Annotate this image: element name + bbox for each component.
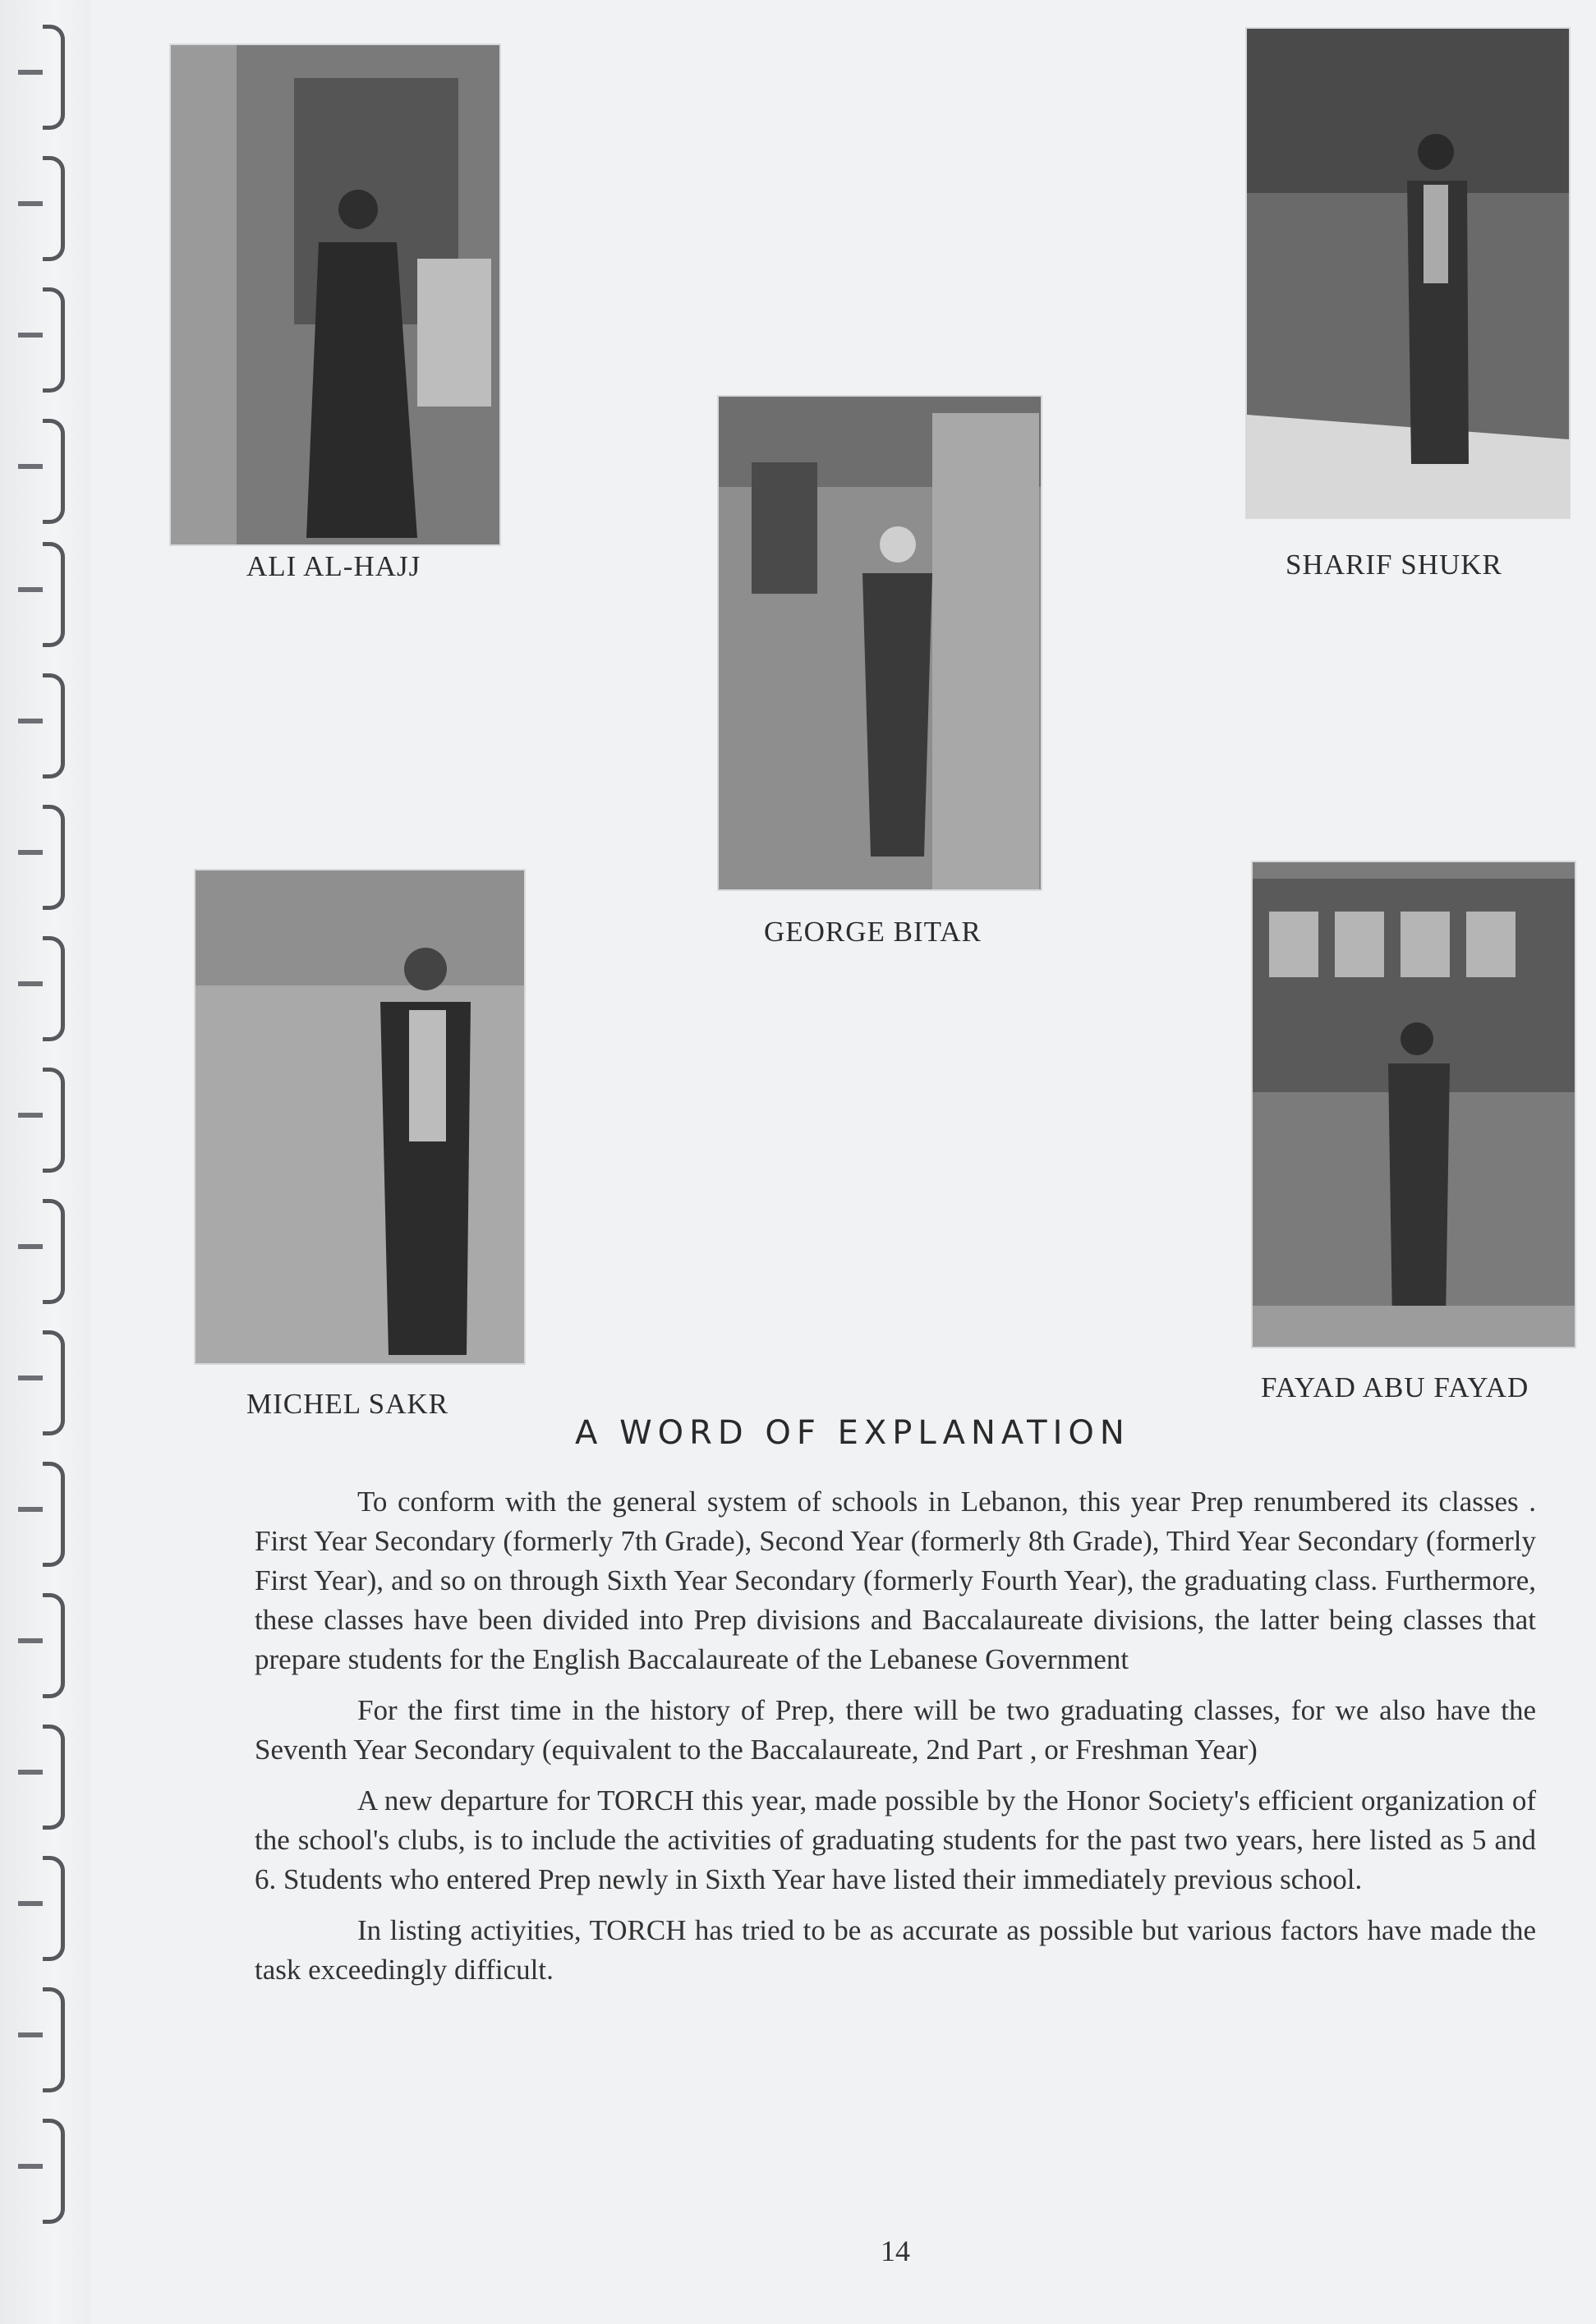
binding-ring (43, 1987, 65, 2092)
binding-ring (43, 287, 65, 393)
article-heading: A WORD OF EXPLANATION (575, 1414, 1130, 1452)
photo-michel-sakr (195, 870, 524, 1363)
photo-caption: ALI AL-HAJJ (246, 550, 421, 582)
binding-ring (43, 1199, 65, 1304)
photo-caption: GEORGE BITAR (764, 916, 982, 948)
binding-ring (43, 25, 65, 130)
photo-caption: SHARIF SHUKR (1286, 549, 1502, 581)
binding-ring (43, 1725, 65, 1830)
photo-caption: MICHEL SAKR (246, 1388, 448, 1420)
binding-ring (43, 2119, 65, 2224)
binding-ring (43, 1593, 65, 1698)
article-paragraph: For the first time in the history of Prep, there will be two graduating classes, for we also have the Seventh Year Secondary (equivalent to the Baccalaureate, 2nd Part , or Freshman Year) (255, 1694, 1536, 1766)
article-paragraph: A new departure for TORCH this year, made possible by the Honor Society's efficient organization of the school's clubs, is to include the activities of graduating students for the past two years, here listed as 5 and 6. Students who entered Prep newly in Sixth Year have listed their immediately previous school. (255, 1784, 1536, 1895)
article-paragraph: To conform with the general system of schools in Lebanon, this year Prep renumbered its classes . First Year Secondary (formerly 7th Grade), Second Year (formerly 8th Grade), Third Year Secondary (formerly First Year), and so on through Sixth Year Secondary (formerly Fourth Year), the graduating class. Furthermore, these classes have been divided into Prep divisions and Baccalaureate divisions, the latter being classes that prepare students for the English Baccalaureate of the Lebanese Government (255, 1486, 1536, 1675)
binding-ring (43, 156, 65, 261)
photo-fayad-abu-fayad (1253, 862, 1575, 1347)
photo-george-bitar (719, 397, 1041, 889)
binding-ring (43, 936, 65, 1041)
photo-ali-al-hajj (171, 45, 499, 544)
photo-caption: FAYAD ABU FAYAD (1261, 1371, 1529, 1403)
page-number: 14 (881, 2234, 910, 2267)
binding-ring (43, 1856, 65, 1961)
binding-ring (43, 805, 65, 910)
binding-ring (43, 1462, 65, 1567)
binding-ring (43, 419, 65, 524)
binding-ring (43, 673, 65, 778)
binding-ring (43, 1330, 65, 1435)
photo-sharif-shukr (1247, 29, 1569, 517)
binding-ring (43, 542, 65, 647)
binding-ring (43, 1068, 65, 1173)
article-paragraph: In listing actiyities, TORCH has tried to be as accurate as possible but various factors have made the task exceedingly difficult. (255, 1914, 1536, 1986)
article-body (255, 1482, 1536, 2001)
spiral-binding (0, 0, 90, 2324)
